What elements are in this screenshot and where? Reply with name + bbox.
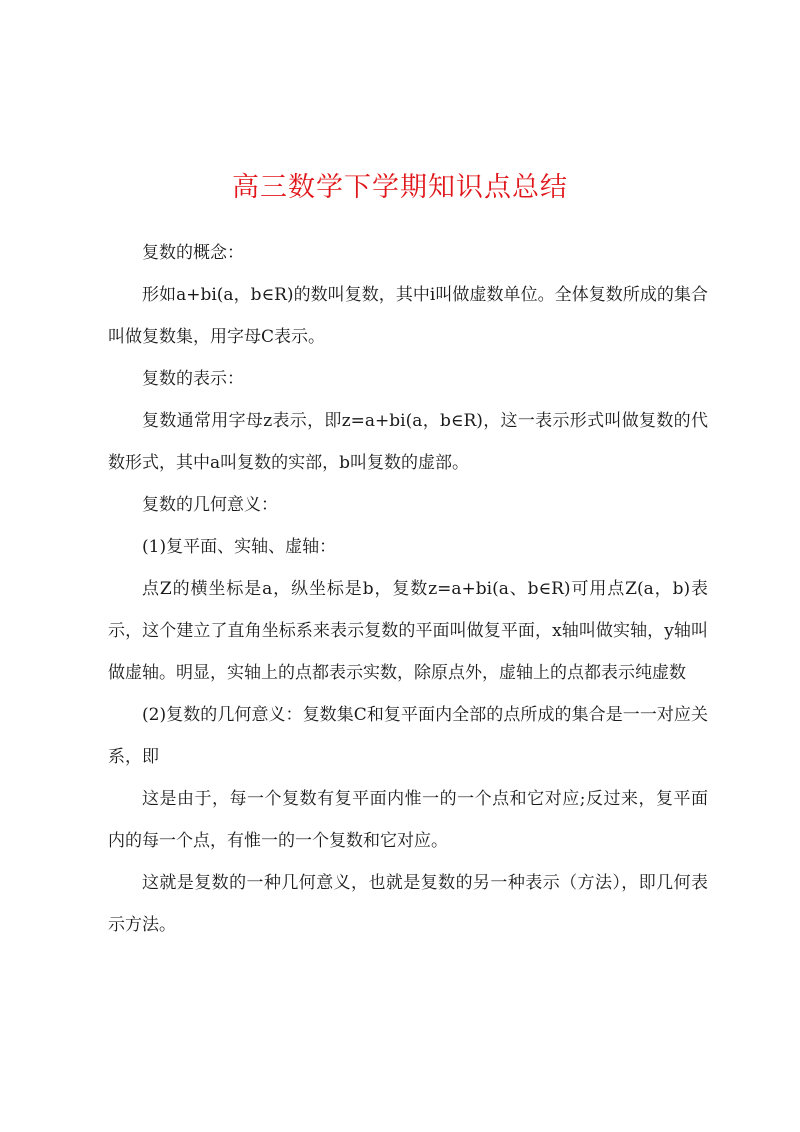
document-title: 高三数学下学期知识点总结 xyxy=(232,172,568,203)
document-body xyxy=(108,232,708,946)
subheading-complex-plane: (1)复平面、实轴、虚轴： xyxy=(142,537,337,557)
paragraph-algebraic-form: 复数通常用字母z表示，即z=a+bi(a，b∈R)，这一表示形式叫做复数的代数形式，其中a叫复数的实部，b叫复数的虚部。 xyxy=(108,411,708,473)
heading-concept: 复数的概念： xyxy=(142,243,244,263)
heading-geometric-meaning: 复数的几何意义： xyxy=(142,495,278,515)
paragraph-complex-plane: 点Z的横坐标是a，纵坐标是b，复数z=a+bi(a、b∈R)可用点Z(a，b)表示，这个建立了直角坐标系来表示复数的平面叫做复平面，x轴叫做实轴，y轴叫做虚轴。明显，实轴上的点都表示实数，除原点外，虚轴上的点都表示纯虚数 xyxy=(108,579,708,683)
heading-representation: 复数的表示： xyxy=(142,369,244,389)
paragraph-conclusion: 这就是复数的一种几何意义，也就是复数的另一种表示（方法），即几何表示方法。 xyxy=(108,873,708,935)
paragraph-definition: 形如a+bi(a，b∈R)的数叫复数，其中i叫做虚数单位。全体复数所成的集合叫做复数集，用字母C表示。 xyxy=(108,285,708,347)
paragraph-correspondence: 这是由于，每一个复数有复平面内惟一的一个点和它对应;反过来，复平面内的每一个点，有惟一的一个复数和它对应。 xyxy=(108,789,708,851)
paragraph-geometric-meaning: (2)复数的几何意义：复数集C和复平面内全部的点所成的集合是一一对应关系，即 xyxy=(108,705,708,767)
